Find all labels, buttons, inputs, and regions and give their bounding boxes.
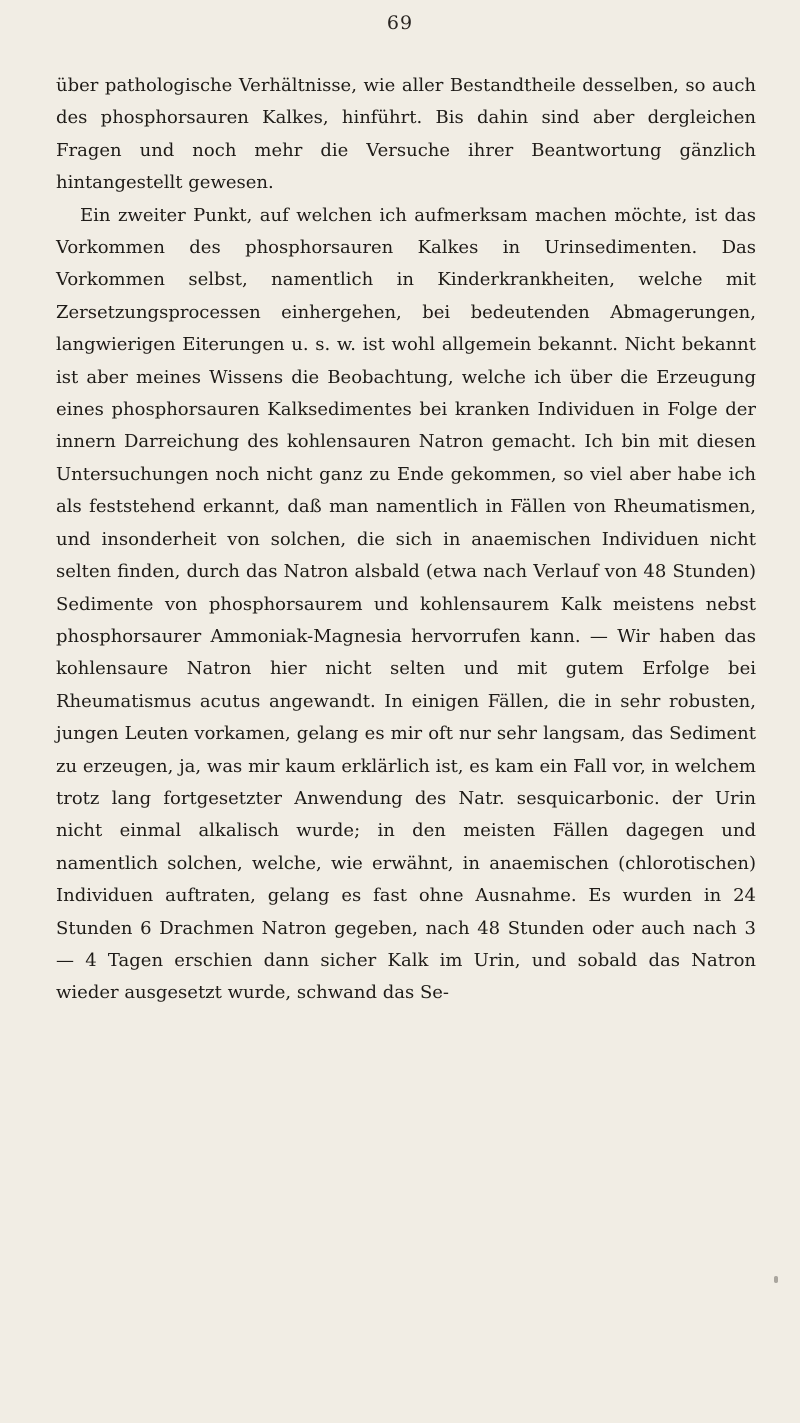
paragraph: über pathologische Verhältnisse, wie aller Bestandtheile desselben, so auch des phosphorsauren Kalkes, hinführt. Bis dahin sind aber dergleichen Fragen und noch mehr die Versuche ihrer Beantwortung gänzlich hintangestellt gewesen. [56,75,756,194]
page-number: 69 [386,12,414,34]
paragraph: Ein zweiter Punkt, auf welchen ich aufmerksam machen möchte, ist das Vorkommen des phosphorsauren Kalkes in Urinsedimenten. Das Vorkommen selbst, namentlich in Kinderkrankheiten, welche mit Zersetzungsprocessen einhergehen, bei bedeutenden Abmagerungen, langwierigen Eiterungen u. s. w. ist wohl allgemein bekannt. Nicht bekannt ist aber meines Wissens die Beobachtung, welche ich über die Erzeugung eines phosphorsauren Kalksedimentes bei kranken Individuen in Folge der innern Darreichung des kohlensauren Natron gemacht. Ich bin mit diesen Untersuchungen noch nicht ganz zu Ende gekommen, so viel aber habe ich als feststehend erkannt, daß man namentlich in Fällen von Rheumatismen, und insonderheit von solchen, die sich in anaemischen Individuen nicht selten finden, durch das Natron alsbald (etwa nach Verlauf von 48 Stunden) Sedimente von phosphorsaurem und kohlensaurem Kalk meistens nebst phosphorsaurer Ammoniak-Magnesia hervorrufen kann. — Wir haben das kohlensaure Natron hier nicht selten und mit gutem Erfolge bei Rheumatismus acutus angewandt. In einigen Fällen, die in sehr robusten, jungen Leuten vorkamen, gelang es mir oft nur sehr langsam, das Sediment zu erzeugen, ja, was mir kaum erklärlich ist, es kam ein Fall vor, in welchem trotz lang fortgesetzter Anwendung des Natr. sesquicarbonic. der Urin nicht einmal alkalisch wurde; in den meisten Fällen dagegen und namentlich solchen, welche, wie erwähnt, in anaemischen (chlorotischen) Individuen auftraten, gelang es fast ohne Ausnahme. Es wurden in 24 Stunden 6 Drachmen Natron gegeben, nach 48 Stunden oder auch nach 3 — 4 Tagen erschien dann sicher Kalk im Urin, und sobald das Natron wieder ausgesetzt wurde, schwand das Se- [56,204,756,1004]
margin-mark [774,1276,778,1283]
body-text [56,70,756,1010]
